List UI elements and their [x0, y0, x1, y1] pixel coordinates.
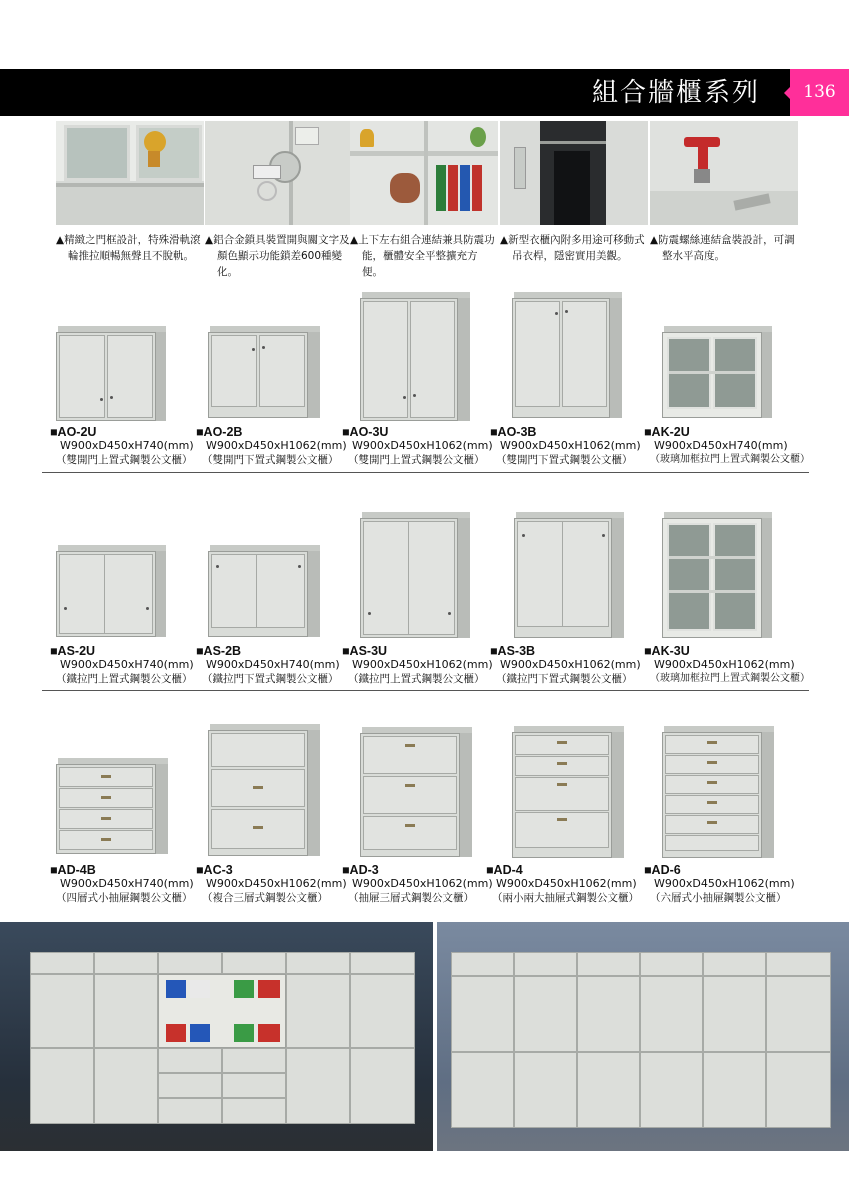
product-description: （雙開門上置式鋼製公文櫃）: [56, 454, 193, 466]
product-as-3u: [342, 644, 492, 686]
cabinet-ad-6-image: [662, 726, 776, 858]
product-ak-2u: [644, 425, 814, 467]
showroom-photo-right: [437, 922, 849, 1151]
row-divider: [42, 690, 809, 691]
feature-caption: ▲鋁合金鎖具裝置開與關文字及 顏色顯示功能鎖差600種變化。: [205, 234, 350, 278]
product-description: （玻璃加框拉門上置式鋼製公文櫃）: [650, 673, 810, 684]
cabinet-ad-4b-image: [56, 758, 170, 854]
product-dimensions: W900xD450xH1062(mm): [500, 439, 641, 452]
product-dimensions: W900xD450xH1062(mm): [654, 658, 795, 671]
feature-photo-lock: [205, 121, 353, 225]
row-divider: [42, 472, 809, 473]
cabinet-ao-3u-image: [360, 292, 472, 421]
product-ad-4b: [50, 863, 200, 905]
product-ao-2b: [196, 425, 346, 467]
product-description: （玻璃加框拉門上置式鋼製公文櫃）: [650, 454, 810, 465]
product-dimensions: W900xD450xH740(mm): [60, 439, 194, 452]
product-dimensions: W900xD450xH1062(mm): [352, 877, 493, 890]
product-ad-3: [342, 863, 492, 905]
product-description: （六層式小抽屜鋼製公文櫃）: [650, 892, 787, 904]
header-band: [0, 69, 790, 116]
cabinet-ak-3u-image: [662, 512, 774, 638]
product-ad-4: [486, 863, 639, 905]
feature-caption: ▲防震螺絲連結盒裝設計，可調 整水平高度。: [650, 234, 795, 262]
product-ao-2u: [50, 425, 200, 467]
cabinet-as-3u-image: [360, 512, 472, 638]
cabinet-ak-2u-image: [662, 326, 774, 418]
product-code: ■AK-2U: [644, 425, 690, 439]
product-ao-3b: [490, 425, 640, 467]
product-description: （抽屜三層式鋼製公文櫃）: [348, 892, 474, 904]
cabinet-as-2b-image: [208, 545, 322, 637]
product-code: ■AK-3U: [644, 644, 690, 658]
product-dimensions: W900xD450xH1062(mm): [654, 877, 795, 890]
product-description: （兩小兩大抽屜式鋼製公文櫃）: [492, 892, 639, 904]
feature-caption: ▲上下左右組合連結兼具防震功 能，櫃體安全平整擴充方便。: [350, 234, 495, 278]
product-code: ■AO-3B: [490, 425, 537, 439]
product-code: ■AS-3B: [490, 644, 536, 658]
product-description: （鐵拉門下置式鋼製公文櫃）: [496, 673, 633, 685]
product-code: ■AO-3U: [342, 425, 389, 439]
product-description: （鐵拉門上置式鋼製公文櫃）: [56, 673, 193, 685]
cabinet-as-2u-image: [56, 545, 168, 637]
product-description: （鐵拉門下置式鋼製公文櫃）: [202, 673, 339, 685]
page-title: 組合牆櫃系列: [591, 78, 760, 108]
product-dimensions: W900xD450xH1062(mm): [352, 439, 493, 452]
product-dimensions: W900xD450xH1062(mm): [206, 439, 347, 452]
feature-sliding-door: [56, 121, 204, 264]
product-code: ■AD-3: [342, 863, 379, 877]
feature-photo-wardrobe: [500, 121, 648, 225]
product-code: ■AD-6: [644, 863, 681, 877]
product-description: （複合三層式鋼製公文櫃）: [202, 892, 328, 904]
product-code: ■AS-2U: [50, 644, 96, 658]
product-description: （雙開門上置式鋼製公文櫃）: [348, 454, 485, 466]
product-code: ■AC-3: [196, 863, 233, 877]
cabinet-ao-2u-image: [56, 326, 168, 421]
product-dimensions: W900xD450xH1062(mm): [206, 877, 347, 890]
cabinet-as-3b-image: [514, 512, 626, 638]
cabinet-ao-3b-image: [512, 292, 624, 418]
showroom-photo-left: [0, 922, 433, 1151]
product-ak-3u: [644, 644, 814, 686]
cabinet-ac-3-image: [208, 724, 322, 856]
product-dimensions: W900xD450xH1062(mm): [352, 658, 493, 671]
cabinet-ad-4-image: [512, 726, 626, 858]
product-dimensions: W900xD450xH1062(mm): [500, 658, 641, 671]
product-code: ■AS-2B: [196, 644, 242, 658]
feature-caption: ▲精緻之門框設計，特殊滑軌滾 輪推拉順暢無聲且不脫軌。: [56, 234, 201, 262]
cabinet-ao-2b-image: [208, 326, 322, 418]
feature-modular: [350, 121, 498, 280]
product-code: ■AO-2U: [50, 425, 97, 439]
product-code: ■AD-4: [486, 863, 523, 877]
feature-wardrobe: [500, 121, 648, 264]
product-ac-3: [196, 863, 346, 905]
cabinet-ad-3-image: [360, 727, 474, 857]
product-ad-6: [644, 863, 814, 905]
feature-caption: ▲新型衣櫃內附多用途可移動式 吊衣桿，隱密實用美觀。: [500, 234, 645, 262]
product-description: （雙開門下置式鋼製公文櫃）: [496, 454, 633, 466]
product-code: ■AO-2B: [196, 425, 243, 439]
product-dimensions: W900xD450xH740(mm): [60, 877, 194, 890]
product-dimensions: W900xD450xH740(mm): [206, 658, 340, 671]
product-as-2b: [196, 644, 346, 686]
product-description: （四層式小抽屜鋼製公文櫃）: [56, 892, 193, 904]
product-dimensions: W900xD450xH740(mm): [654, 439, 788, 452]
feature-leveler: [650, 121, 798, 264]
feature-photo-leveler: [650, 121, 798, 225]
product-description: （鐵拉門上置式鋼製公文櫃）: [348, 673, 485, 685]
product-dimensions: W900xD450xH1062(mm): [496, 877, 637, 890]
product-as-3b: [490, 644, 640, 686]
product-ao-3u: [342, 425, 492, 467]
feature-photo-sliding-door: [56, 121, 204, 225]
page-number: 136: [803, 82, 836, 102]
feature-lock: [205, 121, 353, 280]
page-number-tab: [790, 69, 849, 116]
product-description: （雙開門下置式鋼製公文櫃）: [202, 454, 339, 466]
feature-photo-modular: [350, 121, 498, 225]
product-as-2u: [50, 644, 200, 686]
product-dimensions: W900xD450xH740(mm): [60, 658, 194, 671]
product-code: ■AS-3U: [342, 644, 388, 658]
product-code: ■AD-4B: [50, 863, 96, 877]
